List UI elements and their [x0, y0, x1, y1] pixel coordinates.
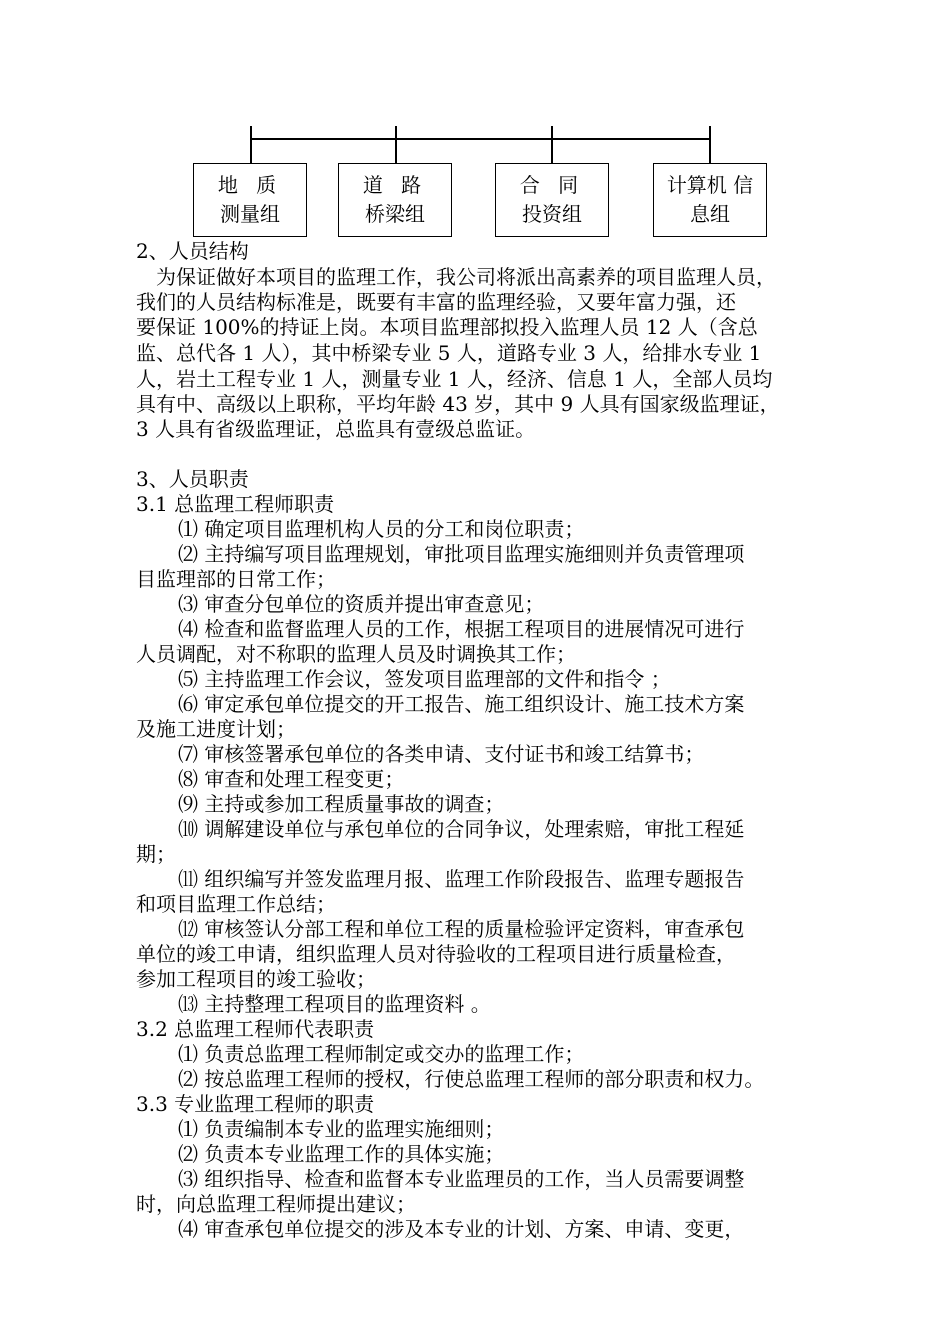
org-unit-line1: 计算机 信: [666, 173, 754, 197]
org-branch-line: [709, 126, 711, 163]
org-unit-box: [495, 163, 609, 237]
org-unit-line2: 投资组: [522, 202, 582, 226]
list-item-continuation: 期；: [136, 842, 176, 866]
paragraph-line: 为保证做好本项目的监理工作，我公司将派出高素养的项目监理人员，: [136, 265, 776, 289]
list-item-continuation: 单位的竣工申请，组织监理人员对待验收的工程项目进行质量检查，: [136, 942, 736, 966]
list-item: ⑻ 审查和处理工程变更；: [178, 767, 405, 791]
paragraph-line: 3 人具有省级监理证，总监具有壹级总监证。: [136, 417, 536, 441]
list-item: ⑿ 审核签认分部工程和单位工程的质量检验评定资料，审查承包: [178, 917, 745, 941]
list-item-continuation: 目监理部的日常工作；: [136, 567, 336, 591]
list-item: ⑶ 组织指导、检查和监督本专业监理员的工作，当人员需要调整: [178, 1167, 745, 1191]
org-top-connector: [250, 138, 711, 140]
list-item-continuation: 时，向总监理工程师提出建议；: [136, 1192, 416, 1216]
paragraph-line: 具有中、高级以上职称，平均年龄 43 岁，其中 9 人具有国家级监理证，: [136, 392, 780, 416]
list-item: ⑽ 调解建设单位与承包单位的合同争议，处理索赔，审批工程延: [178, 817, 745, 841]
org-unit-box: [338, 163, 452, 237]
paragraph-line: 我们的人员结构标准是，既要有丰富的监理经验，又要年富力强，还: [136, 290, 736, 314]
org-unit-line1: 道 路: [362, 173, 428, 197]
subsection-heading: 3.1 总监理工程师职责: [136, 492, 335, 516]
list-item: ⑶ 审查分包单位的资质并提出审查意见；: [178, 592, 545, 616]
list-item: ⑵ 负责本专业监理工作的具体实施；: [178, 1142, 505, 1166]
list-item: ⑴ 确定项目监理机构人员的分工和岗位职责；: [178, 517, 585, 541]
list-item: ⑺ 审核签署承包单位的各类申请、支付证书和竣工结算书；: [178, 742, 705, 766]
subsection-heading: 3.2 总监理工程师代表职责: [136, 1017, 375, 1041]
org-unit-line2: 测量组: [220, 202, 280, 226]
org-chart: [0, 0, 950, 245]
list-item: ⑼ 主持或参加工程质量事故的调查；: [178, 792, 505, 816]
list-item: ⒀ 主持整理工程项目的监理资料 。: [178, 992, 491, 1016]
org-unit-line1: 合 同: [519, 173, 585, 197]
list-item-continuation: 和项目监理工作总结；: [136, 892, 336, 916]
list-item-continuation: 参加工程项目的竣工验收；: [136, 967, 376, 991]
list-item-continuation: 人员调配，对不称职的监理人员及时调换其工作；: [136, 642, 576, 666]
list-item: ⑵ 按总监理工程师的授权，行使总监理工程师的部分职责和权力。: [178, 1067, 765, 1091]
org-unit-box: [653, 163, 767, 237]
list-item: ⑹ 审定承包单位提交的开工报告、施工组织设计、施工技术方案: [178, 692, 745, 716]
subsection-heading: 3.3 专业监理工程师的职责: [136, 1092, 375, 1116]
org-unit-line2: 息组: [690, 202, 730, 226]
list-item: ⑷ 审查承包单位提交的涉及本专业的计划、方案、申请、变更，: [178, 1217, 745, 1241]
list-item: ⑸ 主持监理工作会议，签发项目监理部的文件和指令 ；: [178, 667, 671, 691]
section-heading: 3、人员职责: [136, 467, 249, 491]
paragraph-line: 人，岩土工程专业 1 人，测量专业 1 人，经济、信息 1 人，全部人员均: [136, 367, 773, 391]
section-heading: 2、人员结构: [136, 239, 249, 263]
list-item: ⑴ 负责总监理工程师制定或交办的监理工作；: [178, 1042, 585, 1066]
org-branch-line: [551, 126, 553, 163]
list-item: ⑴ 负责编制本专业的监理实施细则；: [178, 1117, 505, 1141]
org-unit-line2: 桥梁组: [365, 202, 425, 226]
list-item: ⑵ 主持编写项目监理规划，审批项目监理实施细则并负责管理项: [178, 542, 745, 566]
list-item-continuation: 及施工进度计划；: [136, 717, 296, 741]
org-unit-box: [193, 163, 307, 237]
list-item: ⑷ 检查和监督监理人员的工作，根据工程项目的进展情况可进行: [178, 617, 745, 641]
org-branch-line: [250, 126, 252, 163]
list-item: ⑾ 组织编写并签发监理月报、监理工作阶段报告、监理专题报告: [178, 867, 745, 891]
paragraph-line: 监、总代各 1 人），其中桥梁专业 5 人，道路专业 3 人，给排水专业 1: [136, 341, 762, 365]
paragraph-line: 要保证 100%的持证上岗。本项目监理部拟投入监理人员 12 人（含总: [136, 315, 758, 339]
org-branch-line: [395, 126, 397, 163]
org-unit-line1: 地 质: [217, 173, 283, 197]
